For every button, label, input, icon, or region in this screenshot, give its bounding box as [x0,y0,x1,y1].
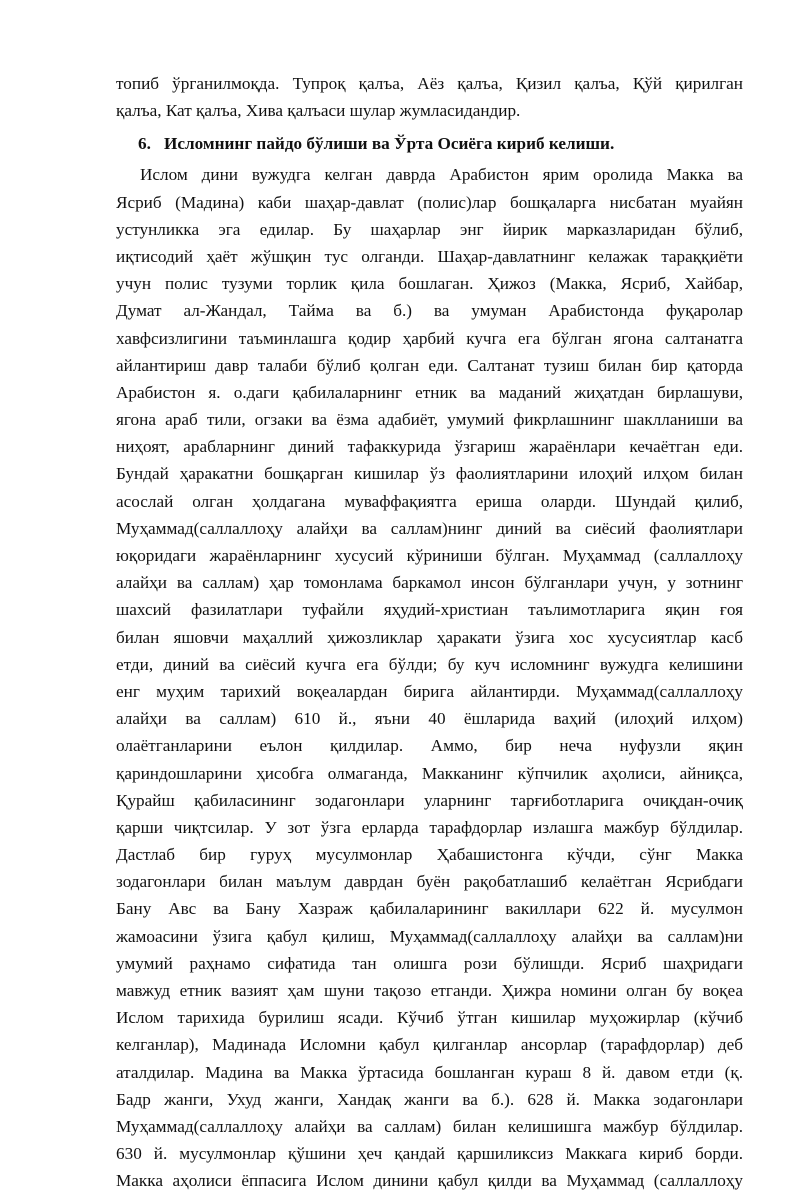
text-line: олаётганларини еълон қилдилар. Аммо, бир неча нуфузли яқин [116,736,743,756]
text-line: топиб ўрганилмоқда. Тупроқ қалъа, Аёз қалъа, Қизил қалъа, Қўй қирилган [116,74,743,93]
intro-paragraph [116,70,743,124]
text-line: Муҳаммад(саллаллоҳу алайҳи ва саллам)нинг диний ва сиёсий фаолиятлари [116,518,743,538]
text-line: Муҳаммад(саллаллоҳу алайҳи ва саллам) билан келишишга мажбур бўлдилар. [116,1116,743,1136]
text-line: Ислом дини вужудга келган даврда Арабистон ярим оролида Макка ва [140,165,743,185]
text-line: қалъа, Кат қалъа, Хива қалъаси шулар жумласидандир. [116,101,521,121]
text-line: қариндошларини ҳисобга олмаганда, Макканинг кўпчилик аҳолиси, айниқса, [116,763,743,783]
text-line: айлантириш давр талаби бўлиб қолган еди. Салтанат тузиш билан бир қаторда [116,355,743,375]
text-line: иқтисодий ҳаёт жўшқин тус олганди. Шаҳар-давлатнинг келажак тараққиёти [116,246,743,266]
text-line: жамоасини ўзига қабул қилиш, Муҳаммад(саллаллоҳу алайҳи ва саллам)ни [116,926,743,946]
text-line: юқоридаги жараёнларнинг хусусий кўриниши бўлган. Муҳаммад (саллаллоҳу [116,546,743,565]
text-line: Бадр жанги, Ухуд жанги, Хандақ жанги ва б.). 628 й. Макка зодагонлари [116,1089,743,1109]
section-number: 6. [138,134,151,154]
text-line: Ясриб (Мадина) каби шаҳар-давлат (полис)лар бошқаларга нисбатан муайян [116,192,743,212]
text-line: зодагонлари билан маълум даврдан буён рақобатлашиб келаётган Ясрибдаги [116,872,743,892]
text-line: ниҳоят, арабларнинг диний тафаккурида ўзгариш жараёнлари кечаётган еди. [116,437,743,457]
text-line: аталдилар. Мадина ва Макка ўртасида бошланган кураш 8 й. давом етди (қ. [116,1062,743,1082]
text-line: енг муҳим тарихий воқеалардан бирига айлантирди. Муҳаммад(саллаллоҳу [116,681,743,701]
text-line: билан яшовчи маҳаллий ҳижозликлар ҳаракати ўзига хос хусусиятлар касб [116,627,743,647]
text-line: умумий раҳнамо сифатида тан олишга рози бўлишди. Ясриб шаҳридаги [116,953,743,973]
section-heading [116,126,743,161]
text-line: мавжуд етник вазият ҳам шуни тақозо етганди. Ҳижра номини олган бу воқеа [116,981,743,1000]
text-line: Ислом тарихида бурилиш ясади. Кўчиб ўтган кишилар муҳожирлар (кўчиб [116,1008,743,1028]
text-line: Дастлаб бир гуруҳ мусулмонлар Ҳабашистонга кўчди, сўнг Макка [116,845,743,865]
text-line: шахсий фазилатлари туфайли яҳудий-христиан таълимотларига яқин ғоя [116,600,743,620]
section-title: Исломнинг пайдо бўлиши ва Ўрта Осиёга кириб келиши. [164,134,615,154]
text-line: алайҳи ва саллам) ҳар томонлама баркамол инсон бўлганлари учун, у зотнинг [116,573,743,593]
text-line: асослай олган ҳолдагана муваффақиятга ериша оларди. Шундай қилиб, [116,491,743,511]
text-line: Арабистон я. о.даги қабилаларнинг етник ва маданий жиҳатдан бирлашуви, [116,382,743,402]
text-line: Қурайш қабиласининг зодагонлари уларнинг тарғиботларига очиқдан-очиқ [116,790,743,810]
text-line: келганлар), Мадинада Исломни қабул қилганлар ансорлар (тарафдорлар) деб [116,1035,743,1055]
text-line: Думат ал-Жандал, Тайма ва б.) ва умуман Арабистонда фуқаролар [116,301,743,321]
text-line: Бану Авс ва Бану Хазраж қабилаларининг вакиллари 622 й. мусулмон [116,899,743,919]
body-paragraph [116,161,743,1194]
text-line: ягона араб тили, огзаки ва ёзма адабиёт, умумий фикрлашнинг шаклланиши ва [116,410,743,430]
text-line: қарши чиқтсилар. У зот ўзга ерларда тарафдорлар излашга мажбур бўлдилар. [116,817,743,837]
text-line: етди, диний ва сиёсий кучга ега бўлди; бу куч исломнинг вужудга келишини [116,654,743,674]
text-line: хавфсизлигини таъминлашга қодир ҳарбий кучга ега бўлган ягона салтанатга [116,328,743,348]
text-line: 630 й. мусулмонлар қўшини ҳеч қандай қаршиликсиз Маккага кириб борди. [116,1144,743,1164]
text-line: учун полис тузуми торлик қила бошлаган. Ҳижоз (Макка, Ясриб, Хайбар, [116,274,743,294]
text-line: Макка аҳолиси ёппасига Ислом динини қабул қилди ва Муҳаммад (саллаллоҳу [116,1171,743,1191]
document-page [116,70,743,1195]
text-line: устунликка эга едилар. Бу шаҳарлар энг йирик марказларидан бўлиб, [116,219,743,239]
text-line: Бундай ҳаракатни бошқарган кишилар ўз фаолиятларини илоҳий илҳом билан [116,464,743,484]
text-line: алайҳи ва саллам) 610 й., яъни 40 ёшларида ваҳий (илоҳий илҳом) [116,709,743,729]
